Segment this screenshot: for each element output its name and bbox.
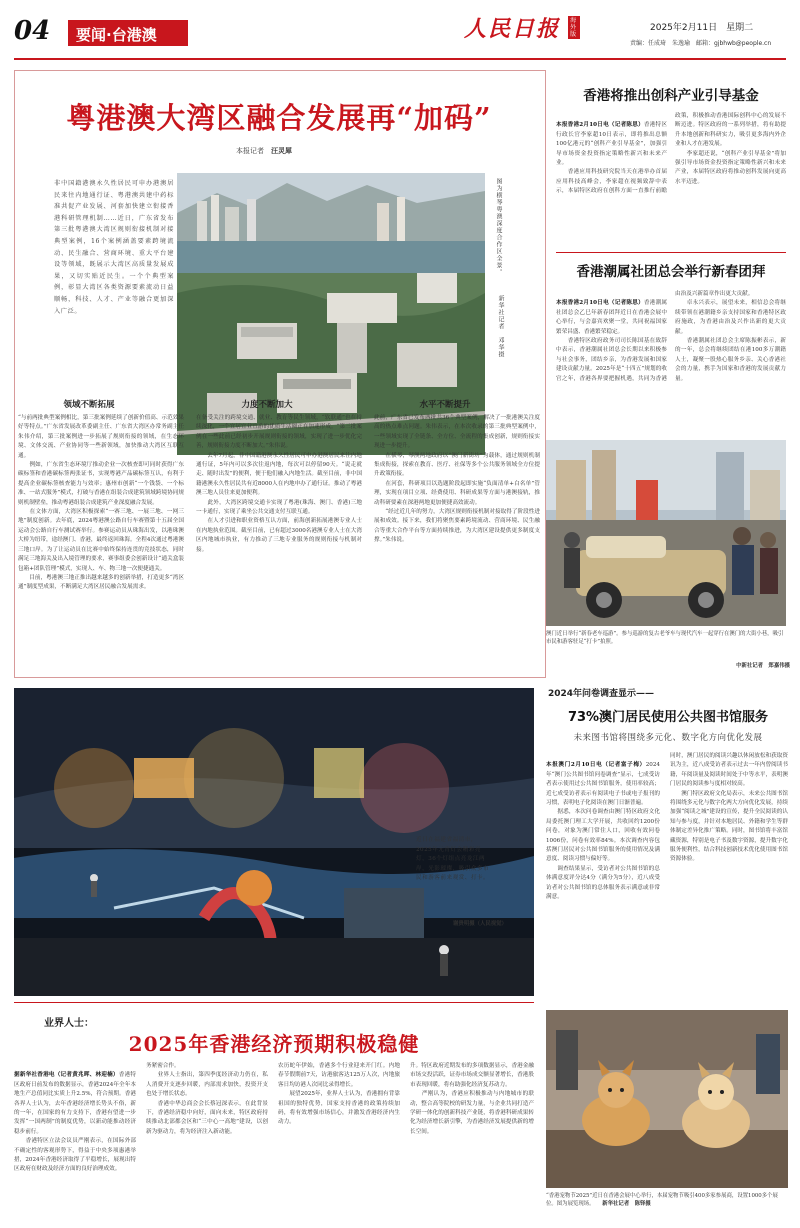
lantern-caption-box [416, 836, 492, 976]
chaozhou-dateline: 本报香港2月10日电（记者陈思） [556, 300, 644, 307]
lead-col-1: “与前两批典型案例相比，第三批案例延续了创新价值高、示范效果好等特点。”广东省发展改革委副主任、广东省大湾区办常务副主任朱伟介绍，第三批案例进一步拓展了规则衔接的领域，在生态环境、文体交流、产业协同等一些新领域，加快推动大湾区互联互通。 例如，广东省生态环境厅推动企业一次核查即可同时获得广东碳标签和香港碳标签两张证书，实现粤港产品碳标签互认，有利于提高企业碳标签核查能力与效率；惠州市创新“一个钱袋、一个标准、一站式服务”模式，打破与香港在组装合成建筑领域跨境协同规则机制壁垒，推动粤港组装合成建筑产业深度融合发展。 在文体方面，大湾区积极探索“一赛三地、一展三地、一网三地”制度创新。去年底，2024粤港澳公路自行车赛暨第十五届全国运动会公路自行车测试赛举行。参赛运动员从珠海出发，以港珠澳大桥为纽带，途经澳门、香港，最终返回珠海。全程4次通过粤港澳三地口岸。为了让运动员在比赛中始终保持连贯的竞技状态，同时满足三地海关及出入境管理的要求，赛事组委会创新设计“通关盒装包箱+团队管理”模式，实现人、车、物三地一次便捷通关。 目前，粤港澳三地正推出越来越多的创新举措，打造更多“湾区通”制度型成果，不断满足大湾区居民融合发展需求。 [18, 415, 184, 591]
econ-col-1 [14, 1062, 136, 1222]
econ-col-1-text: 香港特区政府日前发布的数据显示，香港2024年全年本地生产总值同比实质上升2.5%，符合预期。香港各界人士认为，去年香港经济增长势头不俗，新的一年，在国家的有力支持下，香港有望进一步发挥“一国两制”的制度优势，以新动能推动经济稳步前行。 香港特区立法会议员严刚表示，在国际外部不确定性的客观形势下，得益于中央多项惠港举措，2024年香港经济取得了平稳增长，展现出特区政府在财政及经济方面的良好治理成效。 [14, 1072, 136, 1173]
econ-kicker: 业界人士： [44, 1018, 94, 1029]
lantern-credit: 谢贵明摄（人民视觉） [453, 921, 507, 927]
vintage-car-credit: 中新社记者 郑嘉伟摄 [736, 663, 790, 669]
chaozhou-title: 香港潮属社团总会举行新春团拜 [576, 264, 766, 280]
byline-label: 本报记者 [236, 147, 264, 155]
pet-caption-box [546, 1192, 788, 1226]
econ-col-2: 务紧密合作。 业界人士指出，第四季度经济动力仍在，私人消费开支逐步回暖，内部需求加快，投资开支也处于增长状态。 香港中华总商会会长蔡冠深表示，在此背景下，香港经济稳中向好，面向未来，特区政府持续推动北部都会区和“三中心一高地”建设，以创新为驱动力，将为经济注入新动能。 [146, 1063, 268, 1135]
pet-credit: 新华社记者 陈铎摄 [602, 1201, 651, 1207]
hengqin-photo-caption: 图为横琴粤澳深度合作区全景。 [495, 178, 502, 276]
econ-title: 2025年香港经济预期积极稳健 [128, 1032, 420, 1056]
pet-photo-svg [546, 1010, 788, 1188]
logo-sub: 海外版 [568, 16, 580, 39]
side-divider-1 [556, 252, 786, 253]
library-kicker: 2024年问卷调查显示—— [548, 689, 655, 699]
econ-col-4: 升。特区政府近期发布的多项数据显示，香港金融市场交投活跃，证券市场成交额显著增长，香港股市表现回暖，将有助强化经济复苏动力。 严刚认为，香港应积极推动与内地城市的联动，整合高等院校的研发力量，与企业共同打造产学研一体化的创新科技产业链，将香港科研成果转化为经济增长新引擎，为香港经济发展提供新的增长空间。 [410, 1063, 534, 1135]
library-story [546, 686, 790, 996]
lead-title: 粤港澳大湾区融合发展再“加码” [66, 101, 492, 135]
subhead-level: 水平不断提升 [419, 400, 471, 410]
library-subtitle: 未来图书馆将围绕多元化、数字化方向优化发展 [573, 733, 763, 743]
fund-dateline: 本报香港2月10日电（记者陈思） [556, 122, 644, 129]
lead-col-2: 在备受关注的跨境交通、就业、教育等民生领域，“软联通”也在持续深化，一个宜居宜业宜游的优质生活圈正在加速形成。“第三批案例在一些此前已经初步开展规则衔接的领域，实现了进一步优化完善，规则衔接力度不断加大。”朱伟说。 去年7月起，非中国籍港澳永久性居民可申办港澳居民来往内地通行证，5年内可以多次往返内地，每次可以停留90天。“说走就走、随时出发”的便利，便于他们融入内地生活。截至目前，非中国籍港澳永久性居民共有近8000人在内地申办了通行证。推动了粤港澳三地人员往来更加便利。 此外，大湾区跨境交通卡实现了粤港(珠海、澳门、香港)三地一卡通行，实现了乘坐公共交通支付互联互通。 在人才引进和职业资格互认方面，前海创新拓展港澳专业人士在内地执业范围。截至目前，已有超过3000名港澳专业人士在大湾区内地城市执业，有力推动了三地专业服务的规则衔接与机制对接。 [196, 415, 362, 553]
masthead-rule [14, 58, 786, 60]
econ-col-3: 农历蛇年伊始，香港多个行业迎来开门红。内地春节假期前7天，访港旅客达125万人次，内地旅客日均访港人次同比录得增长。 展望2025年，业界人士认为，香港拥有背靠祖国的独特优势，国家支持香港的政策持续加码，将有效增强市场信心，并激发香港经济内生动力。 [278, 1063, 400, 1126]
newspaper-logo [464, 12, 580, 43]
library-col-1 [546, 752, 660, 992]
vintage-car-caption-text: 澳门近日举行“新春老车巡游”。参与巡游的复古老爷车与现代汽车一起穿行在澳门的大街小巷，吸引市民和游客驻足“打卡”拍照。 [546, 631, 784, 645]
section-title: 要闻·台港澳 [76, 26, 157, 44]
lantern-caption: 近日在福建省福清市，2025年元宵灯会精彩亮灯，36个灯组点亮龙江两岸，光影璀璨，吸引众多市民和游客前来观赏、打卡。 [416, 837, 490, 882]
library-title: 73%澳门居民使用公共图书馆服务 [567, 710, 769, 725]
vintage-car-caption [546, 630, 786, 666]
side-story-chaozhou [556, 256, 786, 432]
logo-text: 人民日报 [464, 16, 561, 42]
editor-info: 责编：任成琦 朱逸瑜 邮箱：gjbhwb@people.cn [630, 40, 772, 47]
page-number: 04 [14, 16, 51, 46]
vintage-car-photo [546, 440, 786, 626]
library-dateline: 本报澳门2月10日电（记者富子梅） [546, 762, 646, 769]
masthead [0, 0, 800, 64]
chaozhou-body-wrap [556, 290, 786, 432]
section-banner [68, 20, 188, 46]
side-story-fund [556, 80, 786, 250]
econ-top-rule [14, 1002, 534, 1003]
issue-date: 2025年2月11日 星期二 [650, 23, 754, 33]
pet-festival-photo [546, 1010, 788, 1188]
econ-dateline: 据新华社香港电（记者黄兆晖、林迎楠） [14, 1072, 119, 1079]
pet-caption: “香港宠物节2025”近日在香港会展中心举行，本届宠物节吸引400多家参展商，设置1000多个展位。图为展览现场。 [546, 1193, 778, 1207]
chaozhou-body: 香港潮属社团总会乙巳年新春团拜近日在香港会展中心举行，与会嘉宾欢聚一堂，共同祝福国家繁荣昌盛、香港繁荣稳定。 香港特区政府政务司司长陈国基在致辞中表示，香港潮属社团总会长期以来积极参与社会事务，团结乡亲，为香港发展和国家建设贡献力量。2025年是“十四五”规划的收官之年，香港各界要把握机遇，共同为香港由治及兴新篇章作出更大贡献。 卓永兴表示，展望未来，相信总会将继续带领在港潮籍乡亲支持国家和香港特区政府施政，为香港由治及兴作出新的更大贡献。 香港潮属社团总会主席陈振彬表示，新的一年，总会将继续团结在港100多万潮籍人士，凝聚一股热心服务乡亲、关心香港社会的力量，携手为国家和香港的发展贡献力量。 [556, 291, 786, 382]
lead-box-border [14, 70, 546, 678]
byline-name: 汪灵犀 [271, 147, 292, 155]
library-col-1-text: 2024年“澳门公共图书馆问卷调查”显示，七成受访者表示使用过公共图书馆服务，使用率较高；近七成受访者表示有阅读电子书或电子报刊的习惯，表明电子化阅读在澳门日渐普遍。 据悉，本次问卷调查由澳门特区政府文化局委托澳门理工大学开展，共收回约1200份问卷，对象为澳门常住人口，回收有效问卷1006份，问卷有效率84%。本次调查内容包括澳门居民对公共图书馆服务的使用情况及满意度、阅读习惯与偏好等。 调查结果显示，受访者对公共图书馆的总体满意度评分达4分（满分为5分），近八成受访者对公共图书馆的总体服务表示满意或非常满意。 [546, 762, 660, 901]
subhead-domains: 领域不断拓展 [63, 400, 115, 410]
fund-title: 香港将推出创科产业引导基金 [583, 88, 759, 104]
vintage-car-photo-svg [546, 440, 786, 626]
subhead-intensity: 力度不断加大 [241, 400, 293, 410]
library-col-2: 同时，澳门居民的阅读兴趣以休闲放松和获取资讯为主，近八成受访者表示过去一年内曾阅读书籍，年阅读量及阅读时间处于中等水平，表明澳门居民的阅读参与度相对较高。 澳门特区政府文化局表示，未来公共图书馆将围绕多元化与数字化两大方向优化发展，持续加强“阅读之城”建设的宣传，提升全民阅读的认知与参与度，并针对本地居民、外籍和学生等群体制定差异化推广策略。同时，图书馆将丰富馆藏资源，特别是电子书及数字资源，提升数字化服务便利性，结合科技创新技术优化使用图书馆资源体验。 [670, 753, 788, 863]
fund-body-wrap [556, 112, 786, 250]
hengqin-photo-credit: 新华社记者 邓华摄 [497, 295, 504, 358]
lead-intro: 非中国籍港澳永久性居民可申办港澳居民来往内地通行证、粤港澳共建中药标准共促产业发展、河套加快建立衔接香港科研管理机制……近日，广东省发布第三批粤港澳大湾区规则衔接机制对接典型案例，16个案例涵盖要素跨境流动、民生融合、营商环境、重大平台建设等领域，既展示大湾区高质量发展成果，又切实贴近民生。一个个典型案例，彰显大湾区各类资源要素流动日益顺畅，科技、人才、产业等融合更加深入广泛。 [54, 180, 174, 315]
economy-story [14, 1006, 538, 1222]
fund-body: 香港特区行政长官李家超10日表示，即将推出总额100亿港元的“创科产业引导基金”，加强引导市场资金投资指定策略性新兴和未来产业。 香港应用科技研究院当天在港举办首届应用科技高峰会，李家超在视频致辞中表示，本届特区政府在创科方面一直推行前瞻政策，积极推动香港国际创科中心的发展不断迈进。特区政府的一系列举措，将有助提升本地创新和科研实力，吸引更多海内外企业和人才在港发展。 李家超还说，“创科产业引导基金”将加强引导市场资金投资指定策略性新兴和未来产业，本届特区政府将推动创科发展向更高水平迈进。 [556, 113, 786, 195]
lead-col-3: 此前，广东省已发布两批共36个典型案例，解决了一批港澳关注度高的热点难点问题。朱伟表示，在本次收录的第三批典型案例中，一些领域实现了全链条、全方位、全流程的集成创新，规则衔接实现进一步提升。 在横琴，琴澳两地政府以“澳门新街坊”为载体，通过规则机制集成衔接，探索在教育、医疗、社保等多个公共服务领域全方位提升政策衔接。 在河套，科研项目以选题阶段起即实施“负面清单+白名单”管理，实现在项目立项、经费使用、科研成果等方面与港澳接轨，推动科研要素在深港两地更加便捷高效流动。 “经过近几年的努力，大湾区规则衔接机制对接取得了阶段性进展和成效。接下来，我们将聚焦要素跨境流动、营商环境、民生融合等重大合作平台等方面持续推进，为大湾区建设提供更多制度支撑。”朱伟说。 [374, 415, 540, 544]
